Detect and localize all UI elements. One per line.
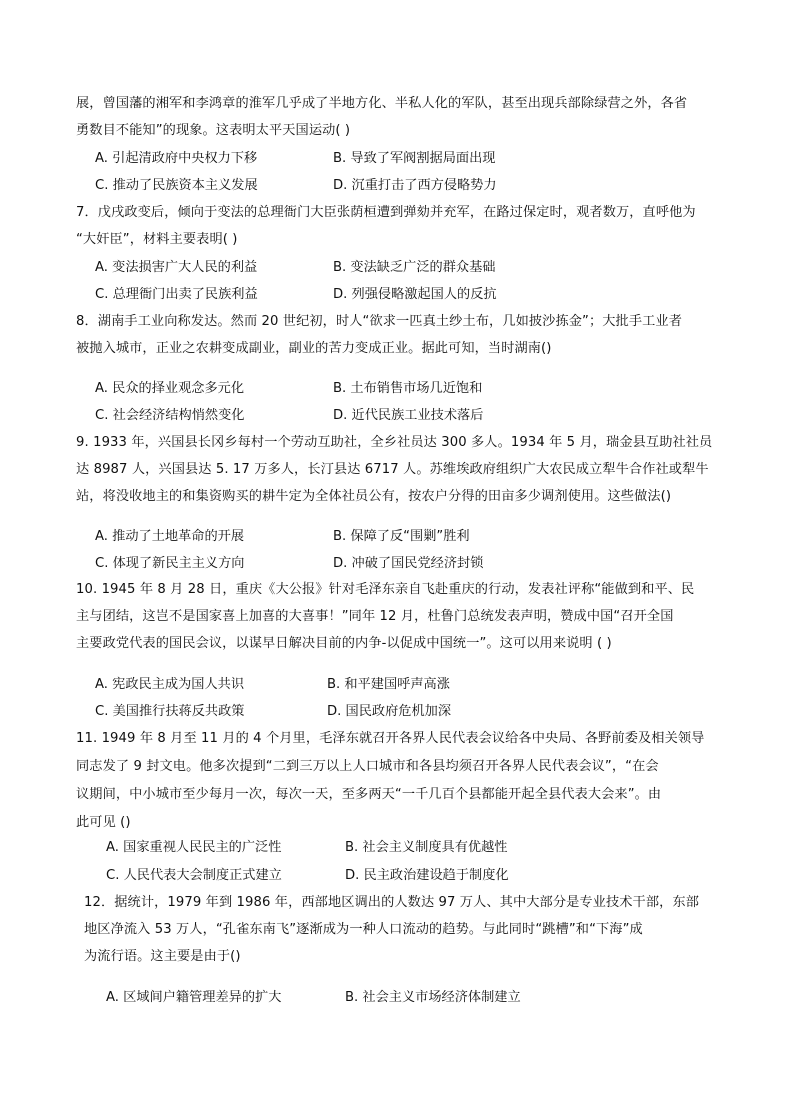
question-text-line: 9. 1933 年，兴国县长冈乡每村一个劳动互助社，全乡社员达 300 多人。1934 年 5 月，瑞金县互助社社员	[76, 435, 713, 450]
option-d: D. 近代民族工业技术落后	[333, 408, 484, 423]
question-text-line: 为流行语。这主要是由于()	[84, 949, 241, 964]
option-b: B. 导致了军阀割据局面出现	[333, 151, 496, 166]
option-a: A. 民众的择业观念多元化	[95, 381, 245, 396]
option-b: B. 社会主义市场经济体制建立	[345, 990, 521, 1005]
option-b: B. 保障了反“围剿”胜利	[333, 529, 470, 544]
question-text-line: 12．据统计，1979 年到 1986 年，西部地区调出的人数达 97 万人、其中大部分是专业技术干部，东部	[84, 895, 699, 910]
option-d: D. 沉重打击了西方侵略势力	[333, 178, 497, 193]
option-c: C. 美国推行扶蒋反共政策	[95, 704, 245, 719]
option-b: B. 变法缺乏广泛的群众基础	[333, 260, 496, 275]
option-d: D. 国民政府危机加深	[327, 704, 452, 719]
option-b: B. 土布销售市场几近饱和	[333, 381, 483, 396]
question-text-line: 同志发了 9 封文电。他多次提到“二到三万以上人口城市和各县均须召开各界人民代表会议”，“在会	[76, 759, 659, 774]
option-a: A. 变法损害广大人民的利益	[95, 260, 258, 275]
question-text-line: 勇数目不能知”的现象。这表明太平天国运动( )	[76, 123, 351, 138]
option-b: B. 和平建国呼声高涨	[327, 677, 450, 692]
option-c: C. 社会经济结构悄然变化	[95, 408, 245, 423]
option-c: C. 总理衙门出卖了民族利益	[95, 287, 258, 302]
question-text-line: 主与团结，这岂不是国家喜上加喜的大喜事！”同年 12 月，杜鲁门总统发表声明，赞成中国“召开全国	[76, 609, 674, 624]
question-text-line: 7．戊戌政变后，倾向于变法的总理衙门大臣张荫桓遭到弹劾并充军，在路过保定时，观者数万，直呼他为	[76, 205, 696, 220]
question-text-line: 地区净流入 53 万人，“孔雀东南飞”逐渐成为一种人口流动的趋势。与此同时“跳槽”和“下海”成	[84, 922, 643, 937]
question-text-line: 8．湖南手工业向称发达。然而 20 世纪初，时人“欲求一匹真土纱土布，几如披沙拣金”；大批手工业者	[76, 314, 682, 329]
option-b: B. 社会主义制度具有优越性	[345, 840, 508, 855]
option-d: D. 列强侵略激起国人的反抗	[333, 287, 497, 302]
question-text-line: 议期间，中小城市至少每月一次，每次一天，至多两天“一千几百个县都能开起全县代表大会来”。由	[76, 787, 662, 802]
option-a: A. 宪政民主成为国人共识	[95, 677, 245, 692]
question-text-line: 主要政党代表的国民会议，以谋早日解决目前的内争-以促成中国统一”。这可以用来说明 ( )	[76, 636, 612, 651]
option-c: C. 体现了新民主主义方向	[95, 556, 245, 571]
option-a: A. 国家重视人民民主的广泛性	[106, 840, 282, 855]
option-a: A. 引起清政府中央权力下移	[95, 151, 258, 166]
option-a: A. 推动了土地革命的开展	[95, 529, 245, 544]
option-c: C. 推动了民族资本主义发展	[95, 178, 258, 193]
question-text-line: “大奸臣”，材料主要表明( )	[76, 232, 238, 247]
option-d: D. 冲破了国民党经济封锁	[333, 556, 484, 571]
question-text-line: 达 8987 人，兴国县达 5. 17 万多人，长汀县达 6717 人。苏维埃政府组织广大农民成立犁牛合作社或犁牛	[76, 462, 709, 477]
question-text-line: 被抛入城市，正业之农耕变成副业，副业的苦力变成正业。据此可知，当时湖南()	[76, 341, 552, 356]
question-text-line: 展，曾国藩的湘军和李鸿章的淮军几乎成了半地方化、半私人化的军队，甚至出现兵部除绿营之外，各省	[76, 96, 688, 111]
question-text-line: 11. 1949 年 8 月至 11 月的 4 个月里，毛泽东就召开各界人民代表会议给各中央局、各野前委及相关领导	[76, 731, 705, 746]
question-text-line: 10. 1945 年 8 月 28 日，重庆《大公报》针对毛泽东亲自飞赴重庆的行动，发表社评称“能做到和平、民	[76, 582, 695, 597]
question-text-line: 站，将没收地主的和集资购买的耕牛定为全体社员公有，按农户分得的田亩多少调剂使用。这些做法()	[76, 489, 672, 504]
option-d: D. 民主政治建设趋于制度化	[345, 868, 509, 883]
option-a: A. 区域间户籍管理差异的扩大	[106, 990, 282, 1005]
option-c: C. 人民代表大会制度正式建立	[106, 868, 282, 883]
question-text-line: 此可见 ()	[76, 815, 131, 830]
